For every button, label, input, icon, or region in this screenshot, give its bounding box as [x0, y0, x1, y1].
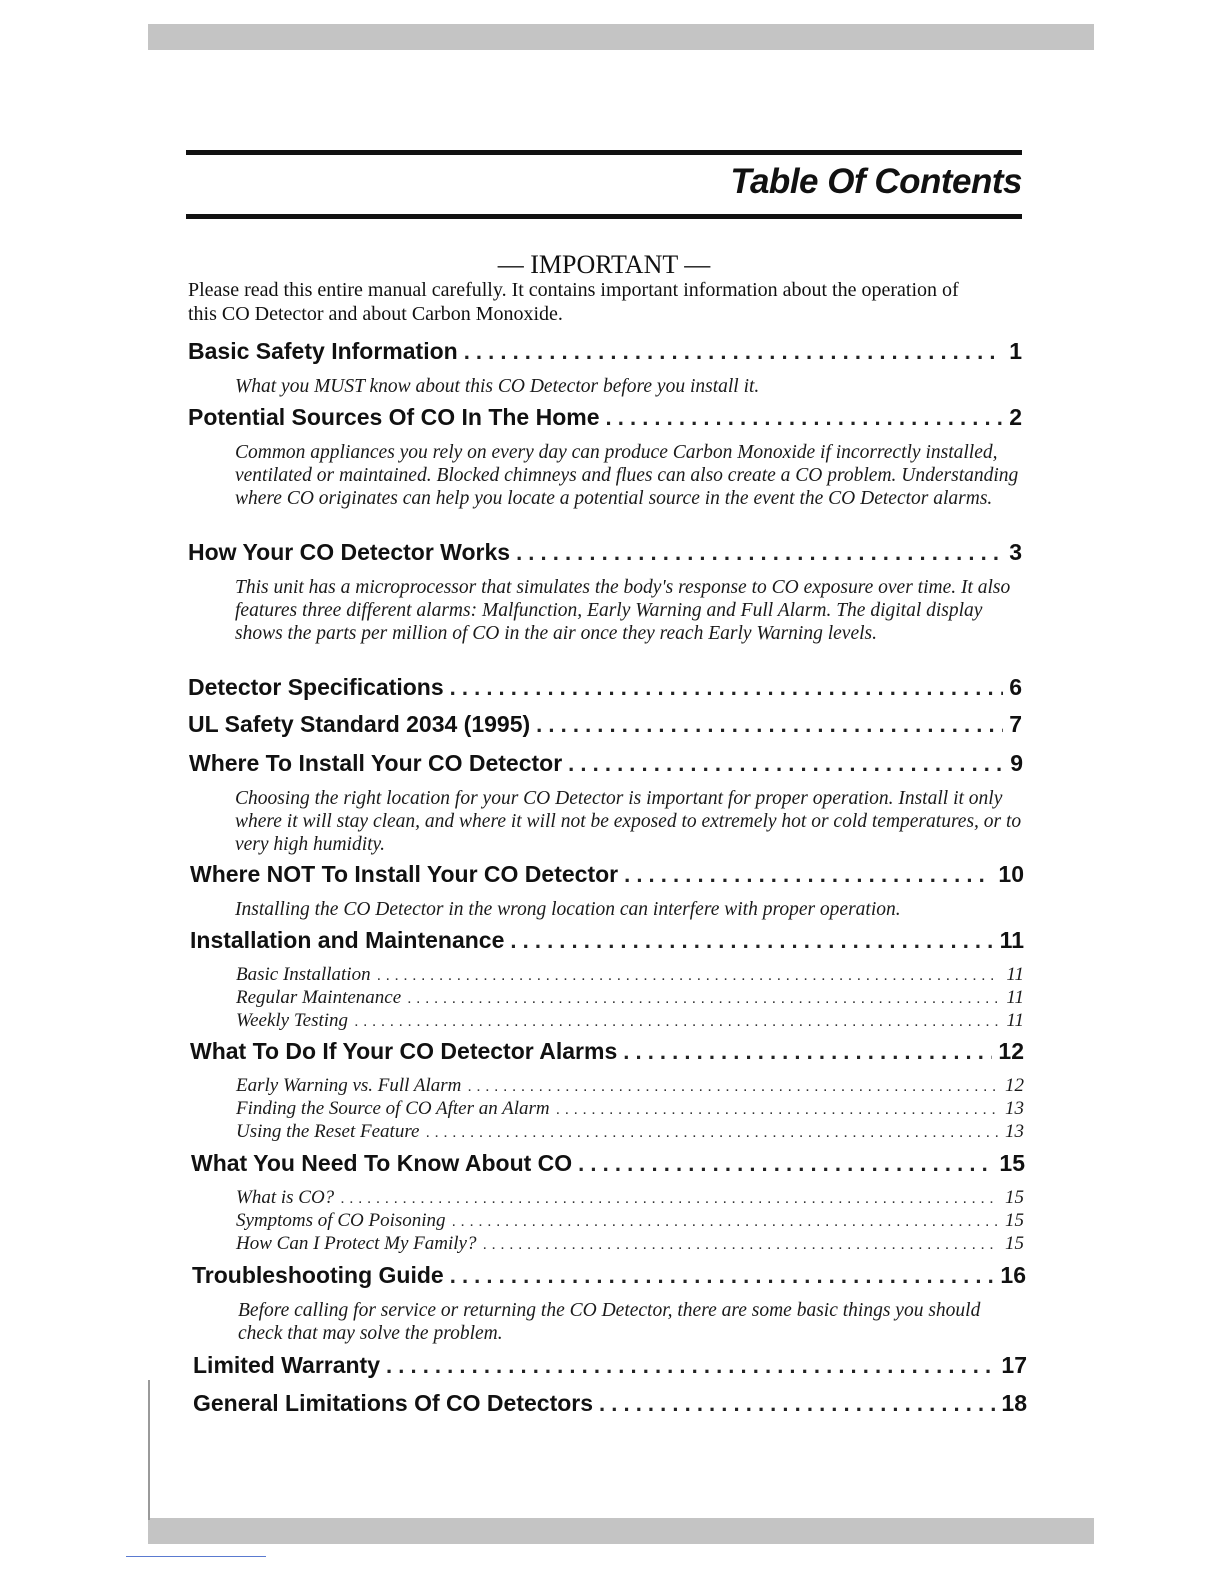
toc-entry-page: 11 [999, 927, 1024, 953]
toc-entry-page: 18 [1001, 1390, 1027, 1416]
link-underline [126, 1556, 266, 1557]
toc-subentry-label: Finding the Source of CO After an Alarm [236, 1098, 550, 1119]
toc-entry-label: Detector Specifications [188, 674, 444, 700]
toc-entry-label: Limited Warranty [193, 1352, 381, 1378]
toc-subentry-label: Basic Installation [236, 964, 371, 985]
toc-entry[interactable] [188, 711, 1022, 738]
toc-subentry[interactable] [236, 1098, 1024, 1120]
toc-subentry[interactable] [236, 1010, 1024, 1032]
toc-entry-label: General Limitations Of CO Detectors [193, 1390, 594, 1416]
toc-entry-description: This unit has a microprocessor that simulates the body's response to CO exposure over time. It also features three different alarms: Malfunction, Early Warning and Full Alarm. The digital display shows the parts per million of CO in the air once they reach Early Warning levels. [235, 577, 1011, 644]
toc-subentry-label: Symptoms of CO Poisoning [236, 1210, 446, 1231]
title-rule-bottom [186, 214, 1022, 219]
dot-leader [425, 1124, 999, 1142]
toc-subentry-label: Using the Reset Feature [236, 1121, 420, 1142]
dot-leader [568, 751, 1004, 777]
toc-subentry-page: 15 [1005, 1187, 1024, 1208]
toc-entry-description: Common appliances you rely on every day can produce Carbon Monoxide if incorrectly installed, ventilated or maintained. Blocked chimneys and flues can also create a CO problem. Understanding where CO originates can help you locate a potential source in the event the CO Detector alarms. [235, 442, 1019, 509]
dot-leader [377, 967, 1001, 985]
dot-leader [624, 862, 992, 888]
toc-subentry[interactable] [236, 964, 1024, 986]
toc-entry-page: 3 [1009, 539, 1022, 565]
toc-entry[interactable] [192, 1262, 1026, 1289]
dot-leader [340, 1190, 999, 1208]
toc-entry[interactable] [190, 1038, 1024, 1065]
toc-subentry-page: 15 [1005, 1233, 1024, 1254]
dot-leader [623, 1039, 992, 1065]
toc-subentry-label: What is CO? [236, 1187, 335, 1208]
toc-entry-label: What You Need To Know About CO [191, 1150, 573, 1176]
scan-edge-top [148, 24, 1094, 50]
toc-subentry-page: 11 [1006, 1010, 1024, 1031]
toc-entry-label: UL Safety Standard 2034 (1995) [188, 711, 531, 737]
toc-subentry[interactable] [236, 1210, 1024, 1232]
toc-entry-page: 16 [1000, 1262, 1026, 1288]
toc-entry[interactable] [189, 750, 1023, 777]
toc-entry-label: Basic Safety Information [188, 338, 458, 364]
dot-leader [556, 1101, 999, 1119]
dot-leader [510, 928, 993, 954]
important-text: Please read this entire manual carefully. It contains important information about the operation of this CO Detector and about Carbon Monoxide. [188, 279, 959, 325]
toc-subentry-label: How Can I Protect My Family? [236, 1233, 477, 1254]
toc-subentry-page: 13 [1005, 1121, 1024, 1142]
toc-entry-label: Potential Sources Of CO In The Home [188, 404, 600, 430]
dot-leader [606, 405, 1004, 431]
toc-entry[interactable] [193, 1352, 1027, 1379]
dot-leader [482, 1236, 999, 1254]
toc-entry-page: 1 [1009, 338, 1022, 364]
toc-subentry-label: Weekly Testing [236, 1010, 349, 1031]
toc-subentry[interactable] [236, 1121, 1024, 1143]
toc-entry[interactable] [188, 338, 1022, 365]
dot-leader [578, 1151, 993, 1177]
page-title: Table Of Contents [730, 162, 1022, 201]
toc-entry-label: Where To Install Your CO Detector [189, 750, 563, 776]
toc-entry-description: Choosing the right location for your CO Detector is important for proper operation. Install it only where it will stay clean, and where it will not be exposed to extremely hot or cold temperatures, or to very high humidity. [235, 788, 1022, 855]
toc-entry[interactable] [188, 674, 1022, 701]
dot-leader [464, 339, 1004, 365]
toc-entry-label: Where NOT To Install Your CO Detector [190, 861, 619, 887]
toc-entry-description: Installing the CO Detector in the wrong location can interfere with proper operation. [235, 899, 901, 920]
toc-subentry-page: 11 [1006, 964, 1024, 985]
toc-entry-page: 12 [998, 1038, 1024, 1064]
dot-leader [386, 1353, 995, 1379]
toc-entry[interactable] [188, 539, 1022, 566]
toc-entry[interactable] [190, 861, 1024, 888]
dot-leader [467, 1078, 999, 1096]
toc-subentry[interactable] [236, 987, 1024, 1009]
toc-subentry-page: 15 [1005, 1210, 1024, 1231]
toc-entry[interactable] [188, 404, 1022, 431]
toc-entry-page: 17 [1001, 1352, 1027, 1378]
toc-subentry-page: 13 [1005, 1098, 1024, 1119]
toc-entry-page: 2 [1009, 404, 1022, 430]
toc-subentry-label: Early Warning vs. Full Alarm [236, 1075, 462, 1096]
toc-entry-label: What To Do If Your CO Detector Alarms [190, 1038, 618, 1064]
dot-leader [516, 540, 1003, 566]
dot-leader [452, 1213, 999, 1231]
toc-subentry[interactable] [236, 1233, 1024, 1255]
toc-entry-description: What you MUST know about this CO Detector before you install it. [235, 376, 760, 397]
toc-entry[interactable] [191, 1150, 1025, 1177]
toc-entry-label: How Your CO Detector Works [188, 539, 511, 565]
toc-entry[interactable] [193, 1390, 1027, 1417]
toc-entry-page: 15 [999, 1150, 1025, 1176]
dot-leader [407, 990, 1000, 1008]
toc-entry-page: 10 [998, 861, 1024, 887]
dot-leader [599, 1391, 995, 1417]
important-heading: — IMPORTANT — [497, 250, 711, 279]
toc-subentry-label: Regular Maintenance [236, 987, 402, 1008]
toc-subentry[interactable] [236, 1187, 1024, 1209]
dot-leader [450, 675, 1004, 701]
dot-leader [450, 1263, 995, 1289]
title-rule-top [186, 150, 1022, 155]
toc-subentry[interactable] [236, 1075, 1024, 1097]
toc-subentry-page: 12 [1005, 1075, 1024, 1096]
scan-edge-left [148, 1380, 150, 1520]
toc-entry-page: 9 [1010, 750, 1023, 776]
toc-entry[interactable] [190, 927, 1024, 954]
toc-entry-page: 6 [1009, 674, 1022, 700]
dot-leader [536, 712, 1003, 738]
toc-entry-description: Before calling for service or returning the CO Detector, there are some basic things you should check that may solve the problem. [238, 1300, 981, 1344]
toc-entry-label: Troubleshooting Guide [192, 1262, 444, 1288]
dot-leader [354, 1013, 1000, 1031]
scan-edge-bottom [148, 1518, 1094, 1544]
toc-entry-page: 7 [1009, 711, 1022, 737]
toc-entry-label: Installation and Maintenance [190, 927, 505, 953]
toc-subentry-page: 11 [1006, 987, 1024, 1008]
